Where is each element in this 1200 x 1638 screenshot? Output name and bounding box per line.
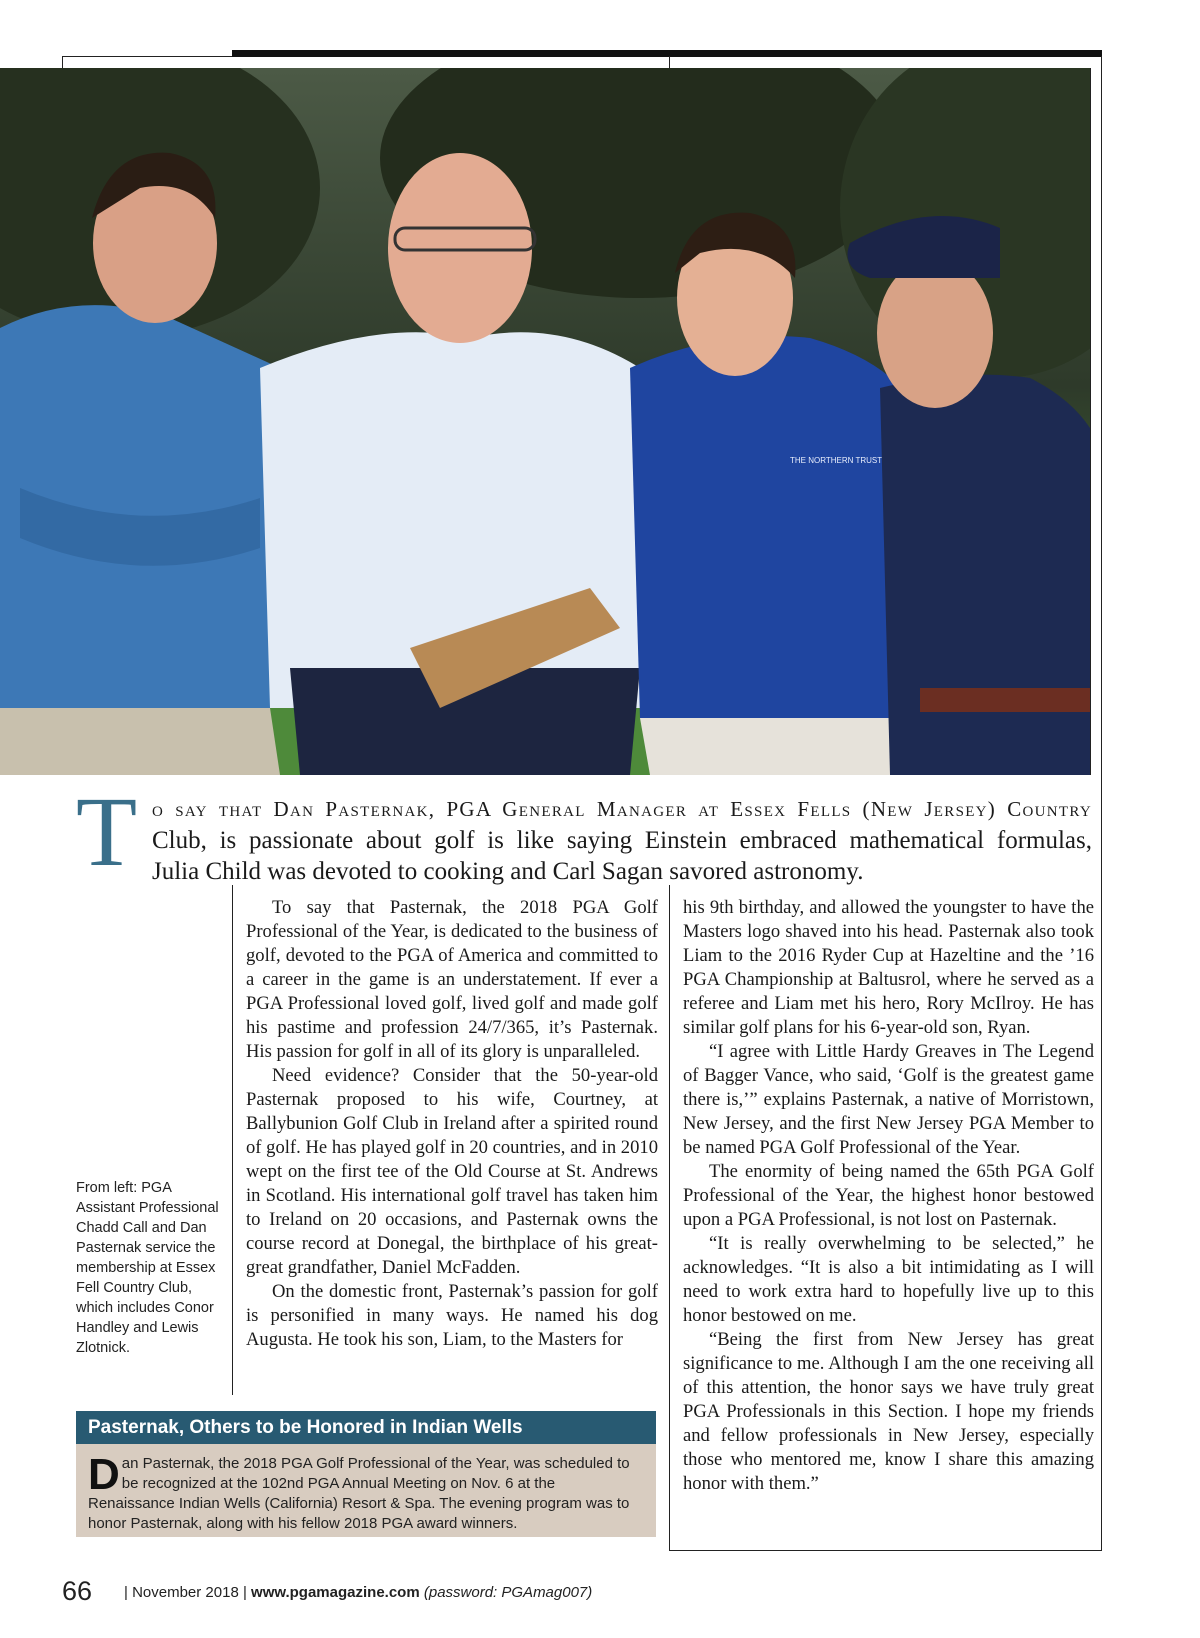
- footer-issue: | November 2018 |: [124, 1584, 247, 1601]
- sidebar-title: Pasternak, Others to be Honored in Indian Wells: [76, 1411, 656, 1444]
- paragraph: To say that Pasternak, the 2018 PGA Golf Professional of the Year, is dedicated to the business of golf, devoted to the PGA of America and committed to a career in the game is an understatement. If ever a PGA Professional loved golf, lived golf and made golf his pastime and profession 24/7/365, it’s Pasternak. His passion for golf in all of its glory is unparalleled.: [246, 897, 658, 1062]
- paragraph: his 9th birthday, and allowed the youngster to have the Masters logo shaved into his head. Pasternak also took Liam to the 2016 Ryder Cup at Hazeltine and the ’16 PGA Championship at Baltusrol, where he served as a referee and Liam met his hero, Rory McIlroy. He has similar golf plans for his 6-year-old son, Ryan.: [683, 897, 1094, 1038]
- intro-line-3: Julia Child was devoted to cooking and Carl Sagan savored astronomy.: [152, 858, 864, 885]
- paragraph: Need evidence? Consider that the 50-year-old Pasternak proposed to his wife, Courtney, at Ballybunion Golf Club in Ireland after a spirited round of golf. He has played golf in 20 countries, and in 2010 wept on the first tee of the Old Course at St. Andrews in Scotland. His international golf travel has taken him to Ireland on 20 occasions, and Pasternak owns the course record at Donegal, the birthplace of his great-great grandfather, Daniel McFadden.: [246, 1065, 658, 1278]
- footer-line: [124, 1584, 592, 1601]
- sidebar-body: [76, 1444, 656, 1537]
- paragraph: “Being the first from New Jersey has great significance to me. Although I am the one receiving all of this attention, the honor says we have truly great PGA Professionals in this Section. I hope my friends and fellow professionals in New Jersey, especially those who mentored me, know I share this amazing honor with them.”: [683, 1329, 1094, 1494]
- frame-left-line: [62, 56, 63, 68]
- bottom-rule: [669, 1550, 1102, 1551]
- paragraph: “It is really overwhelming to be selected,” he acknowledges. “It is also a bit intimidating as I will need to work extra hard to hopefully live up to this honor bestowed on me.: [683, 1233, 1094, 1326]
- frame-right-line: [1101, 56, 1102, 1550]
- intro-line-2: Club, is passionate about golf is like saying Einstein embraced mathematical formulas,: [152, 827, 1092, 854]
- intro-line-1: o say that Dan Pasternak, PGA General Manager at Essex Fells (New Jersey) Country: [152, 797, 1092, 821]
- intro-paragraph: [152, 794, 1092, 887]
- column-divider-left: [232, 885, 233, 1395]
- feature-photo: [0, 68, 1090, 775]
- body-column-2: [683, 896, 1094, 1496]
- sidebar-text: an Pasternak, the 2018 PGA Golf Professional of the Year, was scheduled to be recognized at the 102nd PGA Annual Meeting on Nov. 6 at the Renaissance Indian Wells (California) Resort & Spa. The evening program was to honor Pasternak, along with his fellow 2018 PGA award winners.: [88, 1455, 630, 1532]
- intro-dropcap: T: [76, 776, 138, 887]
- paragraph: On the domestic front, Pasternak’s passion for golf is personified in many ways. He named his dog Augusta. He took his son, Liam, to the Masters for: [246, 1281, 658, 1350]
- paragraph: The enormity of being named the 65th PGA Golf Professional of the Year, the highest honor bestowed upon a PGA Professional, is not lost on Pasternak.: [683, 1161, 1094, 1230]
- belt: [920, 688, 1090, 712]
- photo-right-border: [1090, 68, 1091, 775]
- top-mark-mid: [669, 56, 670, 68]
- page-number: 66: [62, 1576, 93, 1606]
- photo-illustration: [0, 68, 1090, 775]
- sidebar-dropcap: D: [88, 1450, 120, 1499]
- footer-url[interactable]: www.pgamagazine.com: [251, 1584, 420, 1601]
- photo-caption: From left: PGA Assistant Professional Chadd Call and Dan Pasternak service the membership at Essex Fell Country Club, which includes Conor Handley and Lewis Zlotnick.: [76, 1180, 219, 1356]
- shirt-logo-text: THE NORTHERN TRUST: [790, 456, 883, 465]
- top-rule-thin: [62, 56, 232, 57]
- paragraph: “I agree with Little Hardy Greaves in The Legend of Bagger Vance, who said, ‘Golf is the greatest game there is,’” explains Pasternak, a native of Morristown, New Jersey, and the first New Jersey PGA Member to be named PGA Golf Professional of the Year.: [683, 1041, 1094, 1158]
- top-rule-thick: [232, 50, 1102, 57]
- column-divider-right: [669, 885, 670, 1550]
- footer-password: (password: PGAmag007): [423, 1584, 593, 1601]
- body-column-1: [246, 896, 658, 1352]
